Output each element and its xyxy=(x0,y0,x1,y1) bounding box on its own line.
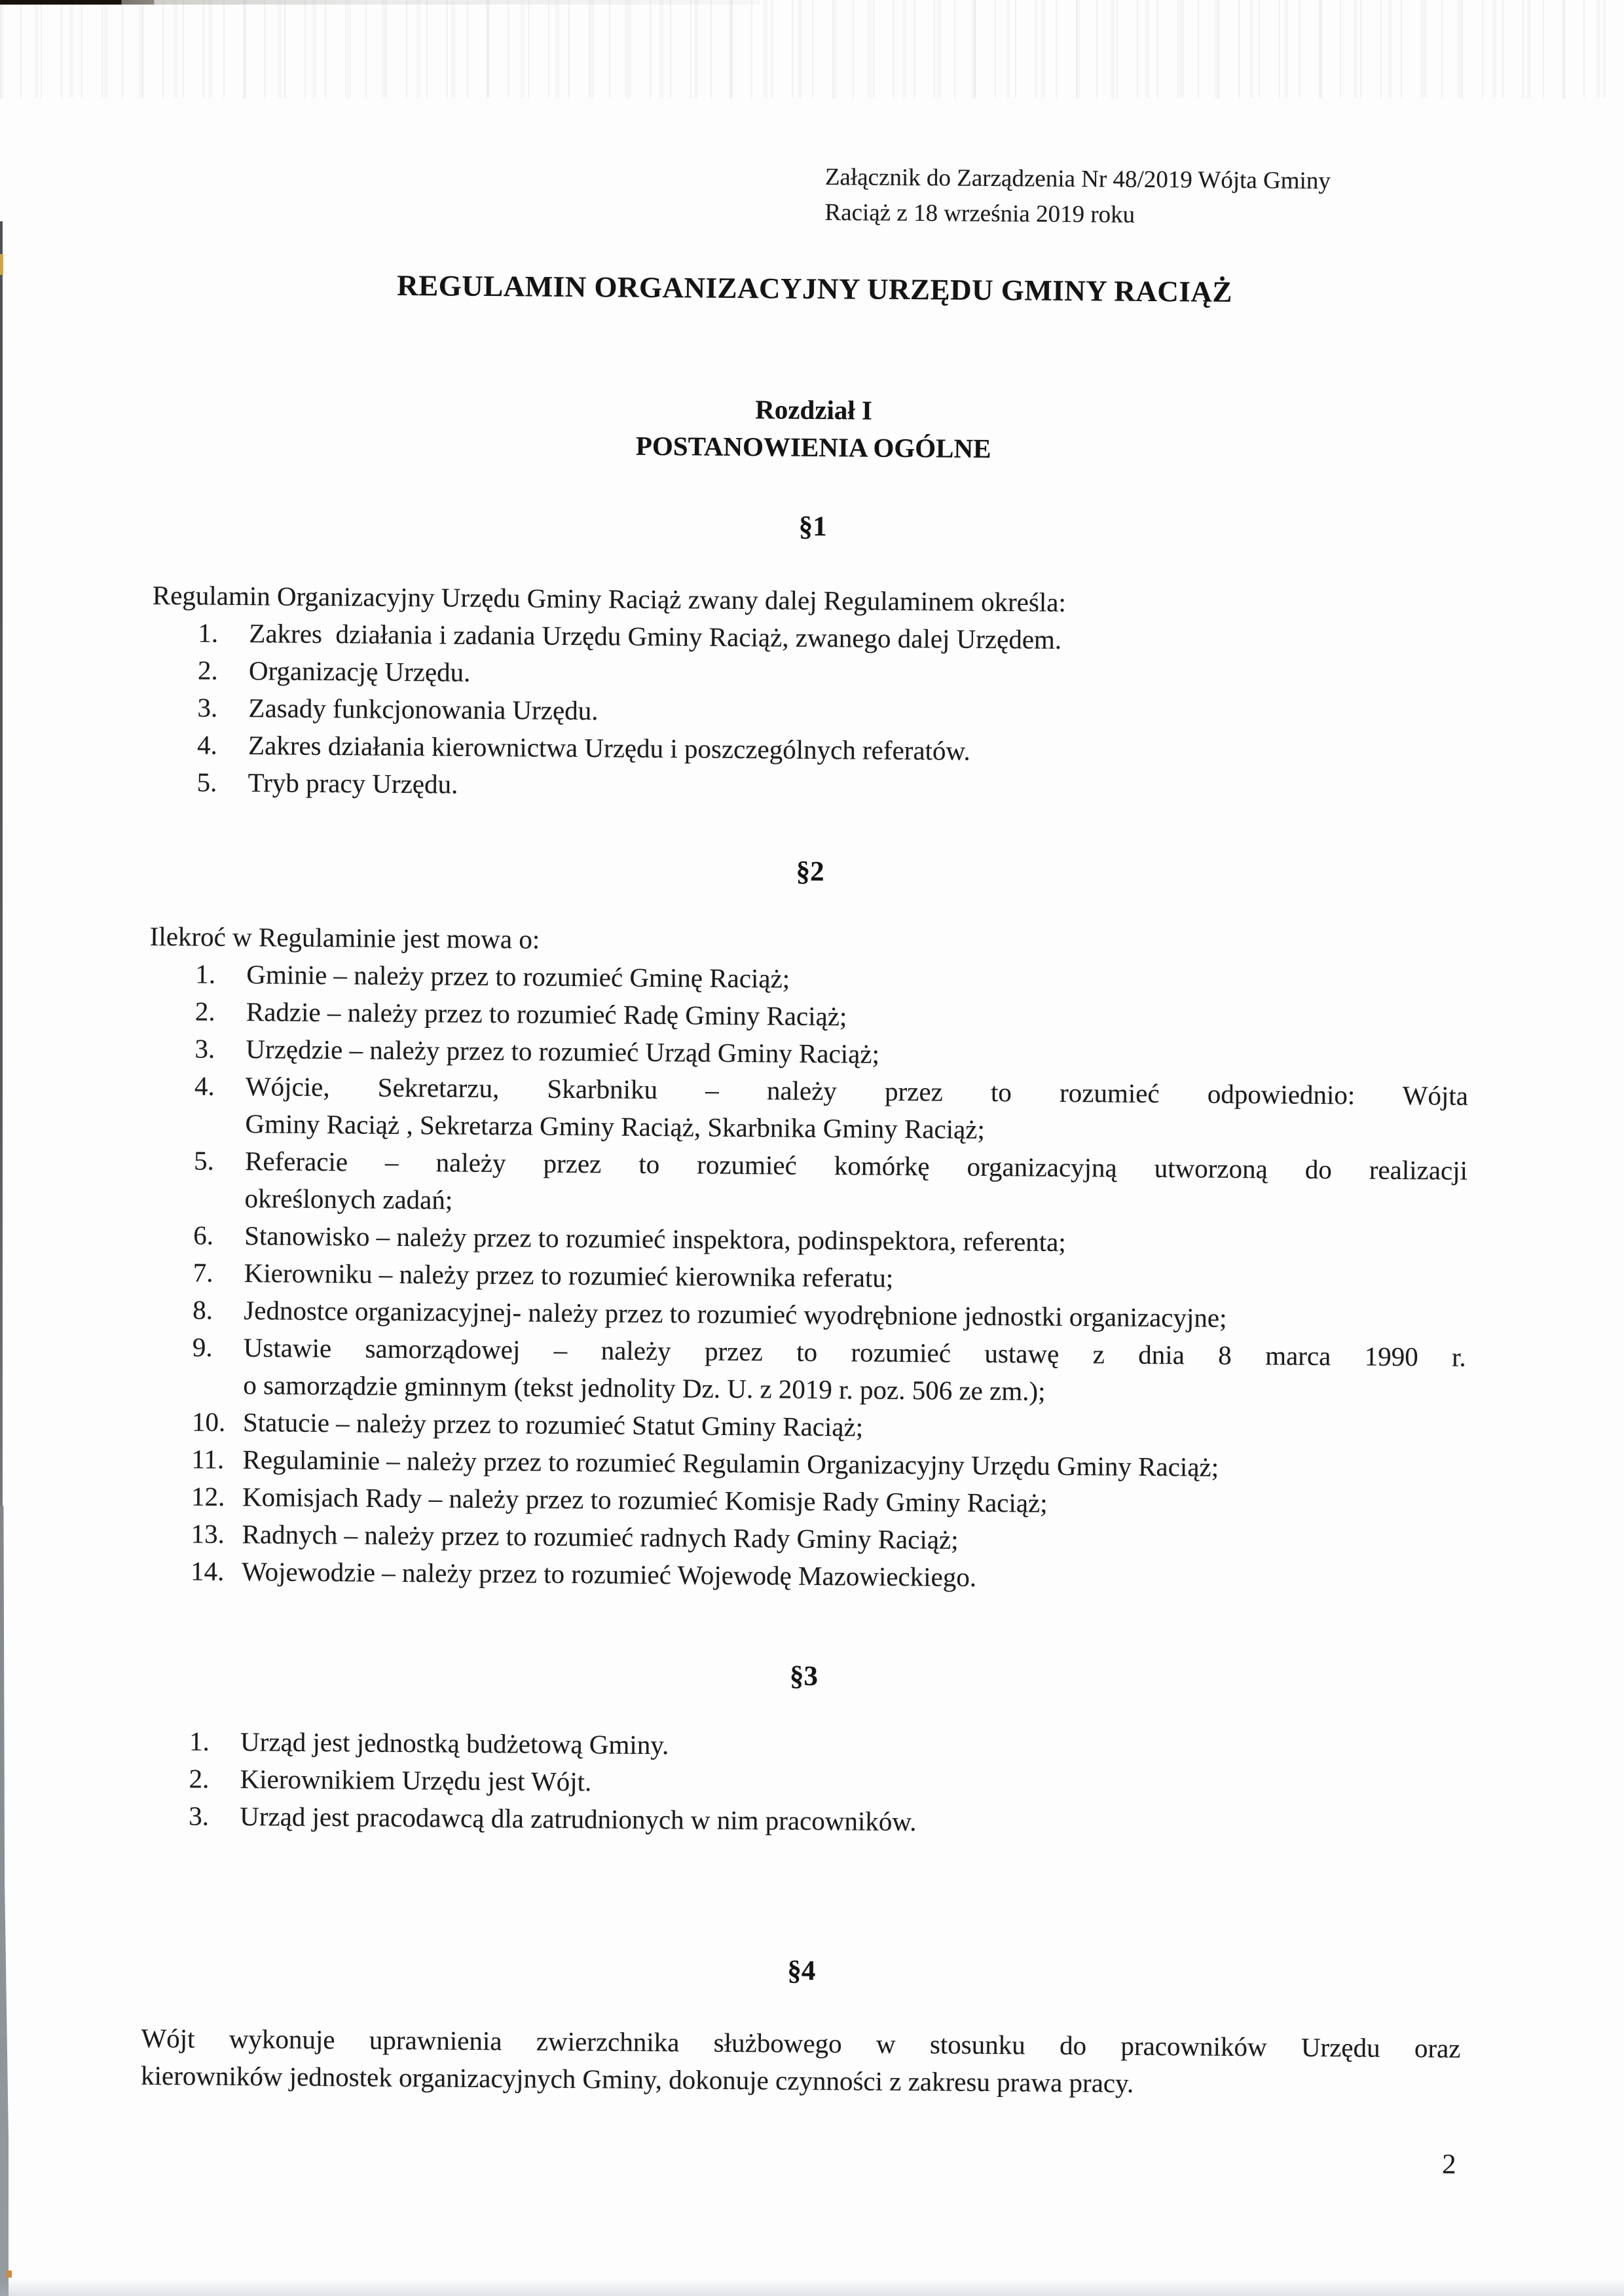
list-item-text: Urząd jest pracodawcą dla zatrudnionych w nim pracowników. xyxy=(240,1801,917,1837)
section-2-list xyxy=(145,955,1469,1600)
section-1-list xyxy=(151,614,1471,811)
list-item-number: 4. xyxy=(196,729,217,760)
scan-artifact-orange-speck xyxy=(7,2270,12,2278)
list-item xyxy=(147,1142,1467,1227)
list-item-text-line2: Gminy Raciąż , Sekretarza Gminy Raciąż, Skarbnika Gminy Raciąż; xyxy=(245,1108,986,1144)
list-item-text: Zakres działania i zadania Urzędu Gminy Raciąż, zwanego dalej Urzędem. xyxy=(249,618,1062,655)
list-item-text: Radnych – należy przez to rozumieć radnych Rady Gminy Raciąż; xyxy=(242,1519,959,1555)
list-item-text: Stanowisko – należy przez to rozumieć inspektora, podinspektora, referenta; xyxy=(244,1220,1066,1257)
list-item-number: 3. xyxy=(189,1800,210,1831)
list-item-text-line1: Ustawie samorządowej – należy przez to rozumieć ustawę z dnia 8 marca 1990 r. xyxy=(243,1332,1466,1372)
list-item-number: 7. xyxy=(193,1257,213,1288)
attachment-note-line2: Raciąż z 18 września 2019 roku xyxy=(824,199,1135,228)
list-item-number: 2. xyxy=(197,655,218,685)
list-item-number: 10. xyxy=(191,1406,226,1437)
list-item-text: Kierowniku – należy przez to rozumieć kierownika referatu; xyxy=(244,1258,894,1293)
list-item-number: 1. xyxy=(189,1726,210,1757)
document-title: REGULAMIN ORGANIZACYJNY URZĘDU GMINY RACIĄŻ xyxy=(397,268,1233,308)
page-content xyxy=(139,0,1476,2296)
section-1-intro: Regulamin Organizacyjny Urzędu Gminy Raciąż zwany dalej Regulaminem określa: xyxy=(152,579,1067,617)
list-item-number: 1. xyxy=(198,617,219,648)
section-4-heading: §4 xyxy=(787,1955,816,1986)
paragraph-line1: Wójt wykonuje uprawnienia zwierzchnika służbowego w stosunku do pracowników Urzędu oraz xyxy=(141,2022,1461,2064)
attachment-note xyxy=(824,160,1475,236)
section-3-heading: §3 xyxy=(789,1660,819,1692)
list-item-text: Organizację Urzędu. xyxy=(248,655,471,687)
list-item-text: Radzie – należy przez to rozumieć Radę Gminy Raciąż; xyxy=(246,996,847,1032)
list-item-text: Zasady funkcjonowania Urzędu. xyxy=(248,693,599,726)
list-item-number: 3. xyxy=(194,1033,215,1064)
list-item-number: 14. xyxy=(190,1556,225,1586)
section-3-list xyxy=(143,1722,1463,1845)
chapter-title: POSTANOWIENIA OGÓLNE xyxy=(635,430,991,464)
section-2-heading: §2 xyxy=(796,856,824,888)
list-item-number: 13. xyxy=(191,1518,225,1549)
list-item-text: Gminie – należy przez to rozumieć Gminę Raciąż; xyxy=(246,959,790,994)
list-item-number: 11. xyxy=(191,1444,225,1474)
list-item-text: Kierownikiem Urzędu jest Wójt. xyxy=(240,1764,592,1797)
list-item-text: Tryb pracy Urzędu. xyxy=(248,767,458,799)
scan-artifact-left-line xyxy=(0,221,3,1508)
list-item-number: 5. xyxy=(196,767,217,797)
list-item-number: 8. xyxy=(193,1294,213,1325)
list-item-number: 6. xyxy=(193,1220,214,1250)
section-4-paragraph xyxy=(141,2020,1461,2105)
chapter-heading xyxy=(153,386,1473,471)
list-item-number: 3. xyxy=(197,692,218,723)
section-2-intro: Ilekroć w Regulaminie jest mowa o: xyxy=(149,920,540,955)
list-item xyxy=(146,1328,1466,1413)
list-item-number: 4. xyxy=(194,1070,215,1101)
list-item-text: Zakres działania kierownictwa Urzędu i poszczególnych referatów. xyxy=(248,730,970,766)
list-item-text: Urząd jest jednostką budżetową Gminy. xyxy=(240,1726,669,1760)
page-number: 2 xyxy=(1441,2149,1456,2180)
list-item-number: 1. xyxy=(195,958,216,989)
list-item-number: 5. xyxy=(193,1145,215,1176)
list-item-text: Urzędzie – należy przez to rozumieć Urząd Gminy Raciąż; xyxy=(246,1034,880,1069)
list-item-text-line1: Wójcie, Sekretarzu, Skarbniku – należy przez to rozumieć odpowiednio: Wójta xyxy=(245,1071,1469,1111)
list-item xyxy=(148,1067,1468,1152)
section-1-heading: §1 xyxy=(798,511,827,543)
scan-artifact-yellow-speck xyxy=(0,254,3,275)
attachment-note-line1: Załącznik do Zarządzenia Nr 48/2019 Wójta Gminy xyxy=(824,164,1331,195)
list-item-text-line2: określonych zadań; xyxy=(244,1183,453,1215)
list-item-text: Jednostce organizacyjnej- należy przez to rozumieć wyodrębnione jednostki organizacyjne; xyxy=(244,1295,1227,1333)
list-item-number: 12. xyxy=(191,1481,225,1512)
list-item-text: Komisjach Rady – należy przez to rozumieć Komisje Rady Gminy Raciąż; xyxy=(242,1482,1048,1518)
list-item-number: 9. xyxy=(192,1332,213,1362)
chapter-label: Rozdział I xyxy=(755,394,873,426)
list-item-text-line2: o samorządzie gminnym (tekst jednolity Dz. U. z 2019 r. poz. 506 ze zm.); xyxy=(243,1370,1046,1406)
list-item-number: 2. xyxy=(189,1763,210,1794)
list-item-text: Wojewodzie – należy przez to rozumieć Wojewodę Mazowieckiego. xyxy=(241,1556,977,1592)
list-item-text: Regulaminie – należy przez to rozumieć Regulamin Organizacyjny Urzędu Gminy Raciąż; xyxy=(242,1444,1219,1482)
paragraph-line2: kierowników jednostek organizacyjnych Gminy, dokonuje czynności z zakresu prawa pracy. xyxy=(140,2060,1134,2098)
list-item-text: Statucie – należy przez to rozumieć Statut Gminy Raciąż; xyxy=(242,1407,864,1442)
list-item-text-line1: Referacie – należy przez to rozumieć komórkę organizacyjną utworzoną do realizacji xyxy=(244,1146,1468,1186)
scan-artifact-left-strip xyxy=(0,1506,9,2296)
list-item-number: 2. xyxy=(194,996,215,1027)
